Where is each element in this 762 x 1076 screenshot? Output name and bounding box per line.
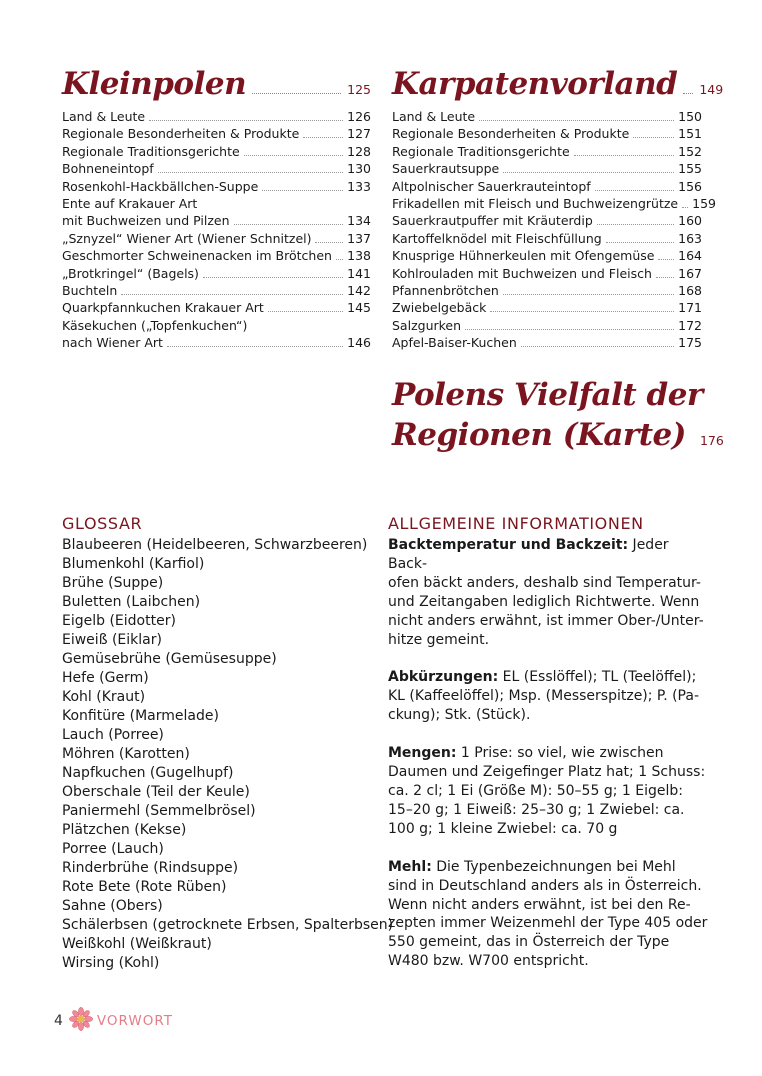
section-heading-kleinpolen[interactable] [62, 66, 371, 102]
glossary-item: Brühe (Suppe) [62, 575, 164, 591]
toc-entry[interactable] [392, 160, 702, 177]
section-title: Karpatenvorland [392, 66, 678, 102]
glossary-item: Napfkuchen (Gugelhupf) [62, 765, 234, 781]
toc-entry-page: 172 [678, 317, 702, 333]
toc-entry-label: Kartoffelknödel mit Fleischfüllung [392, 230, 602, 246]
leader-dots [262, 190, 343, 191]
info-heading: ALLGEMEINE INFORMATIONEN [388, 514, 644, 533]
toc-entry-page: 128 [347, 143, 371, 159]
toc-entry-label: Land & Leute [62, 109, 146, 124]
toc-entry-label: Salzgurken [392, 317, 462, 333]
glossary-item: Möhren (Karotten) [62, 746, 190, 762]
leader-dots [503, 294, 674, 295]
info-paragraph-line: Die Typenbezeichnungen bei Mehl [431, 858, 676, 875]
toc-entry-label: Regionale Besonderheiten & Produkte [62, 126, 300, 142]
info-paragraph [388, 668, 708, 725]
toc-entry[interactable] [392, 230, 702, 247]
toc-entry-label: nach Wiener Art [62, 335, 163, 351]
glossary-item: Eiweiß (Eiklar) [62, 632, 162, 648]
toc-entry-label: Regionale Besonderheiten & Produkte [392, 126, 630, 142]
leader-dots [268, 311, 343, 312]
toc-entry-label: Quarkpfannkuchen Krakauer Art [62, 300, 264, 316]
toc-entry-label: Buchteln [62, 283, 118, 299]
toc-entry-label-line1: Käsekuchen („Topfenkuchen“) [62, 317, 248, 333]
page-number: 4 [54, 1013, 63, 1029]
info-paragraph-line: EL (Esslöffel); TL (Teelöffel); [498, 669, 697, 686]
toc-entry[interactable] [62, 195, 371, 230]
toc-entry[interactable] [392, 299, 702, 316]
toc-entry-page: 155 [678, 161, 702, 177]
glossary-item: Rote Bete (Rote Rüben) [62, 879, 227, 895]
info-paragraph-line: 550 gemeint, das in Österreich der Type [388, 934, 670, 951]
info-paragraph-line: KL (Kaffeelöffel); Msp. (Messerspitze); P. (Pa- [388, 688, 700, 705]
toc-entry[interactable] [62, 143, 371, 160]
leader-dots [595, 190, 674, 191]
info-paragraph-line: ofen bäckt anders, deshalb sind Temperatur- [388, 574, 701, 591]
info-paragraph-line: 1 Prise: so viel, wie zwischen [456, 745, 664, 762]
info-body [388, 536, 708, 971]
toc-entry[interactable] [392, 108, 702, 125]
toc-entry-page: 142 [347, 283, 371, 299]
toc-entry-page: 145 [347, 300, 371, 316]
toc-entry[interactable] [392, 317, 702, 334]
info-paragraph-line: 15–20 g; 1 Eiweiß: 25–30 g; 1 Zwiebel: ca. [388, 801, 685, 818]
leader-dots [203, 277, 343, 278]
page-footer [54, 1007, 173, 1035]
toc-entry-label: Altpolnischer Sauerkrauteintopf [392, 178, 591, 194]
toc-entry-label: Land & Leute [392, 109, 476, 124]
glossary-list [62, 536, 394, 973]
toc-entry-page: 171 [678, 300, 702, 316]
info-paragraph-line: Jeder Back- [388, 537, 669, 572]
leader-dots [683, 93, 693, 94]
info-paragraph-label: Mehl: [388, 858, 432, 875]
toc-entry[interactable] [392, 195, 716, 212]
toc-kleinpolen [62, 66, 371, 352]
info-paragraph [388, 744, 708, 839]
toc-entry-page: 175 [678, 335, 702, 351]
general-information [388, 514, 708, 990]
glossary-item: Kohl (Kraut) [62, 689, 146, 705]
leader-dots [597, 224, 674, 225]
toc-entry[interactable] [62, 282, 371, 299]
toc-entry-label: Kohlrouladen mit Buchweizen und Fleisch [392, 265, 652, 281]
toc-entry-page: 167 [678, 265, 702, 281]
toc-entry[interactable] [392, 125, 702, 142]
toc-entry-label: „Sznyzel“ Wiener Art (Wiener Schnitzel) [62, 230, 312, 246]
map-page: 176 [699, 433, 724, 448]
leader-dots [521, 346, 674, 347]
leader-dots [658, 259, 674, 260]
section-title: Kleinpolen [62, 66, 247, 102]
glossary-item: Rinderbrühe (Rindsuppe) [62, 860, 239, 876]
section-page: 149 [699, 82, 724, 97]
toc-entry-page: 164 [678, 248, 702, 264]
toc-entry-label: Bohneneintopf [62, 161, 154, 177]
info-paragraph-label: Backtemperatur und Backzeit: [388, 537, 629, 553]
leader-dots [633, 137, 674, 138]
info-paragraph-line: nicht anders erwähnt, ist immer Ober-/Unter- [388, 612, 704, 629]
glossary-item: Blaubeeren (Heidelbeeren, Schwarzbeeren) [62, 537, 368, 553]
glossary-item: Buletten (Laibchen) [62, 594, 201, 610]
glossary-item: Lauch (Porree) [62, 727, 164, 743]
toc-entry[interactable] [62, 299, 371, 316]
leader-dots [656, 277, 674, 278]
toc-entry-label: Knusprige Hühnerkeulen mit Ofengemüse [392, 248, 655, 264]
leader-dots [490, 311, 674, 312]
glossary-item: Plätzchen (Kekse) [62, 822, 187, 838]
toc-entry[interactable] [62, 247, 371, 264]
toc-entry-page: 141 [347, 265, 371, 281]
leader-dots [682, 207, 688, 208]
glossary-item: Schälerbsen (getrocknete Erbsen, Spalterbsen) [62, 917, 394, 933]
info-paragraph-line: 100 g; 1 kleine Zwiebel: ca. 70 g [388, 820, 618, 837]
toc-entry[interactable] [392, 265, 702, 282]
toc-list [62, 108, 371, 352]
toc-entry-label: Zwiebelgebäck [392, 300, 487, 316]
leader-dots [315, 242, 343, 243]
glossary-item: Gemüsebrühe (Gemüsesuppe) [62, 651, 277, 667]
leader-dots [479, 120, 674, 121]
toc-entry-label: Regionale Traditionsgerichte [62, 143, 240, 159]
toc-entry[interactable] [62, 125, 371, 142]
info-paragraph-line: W480 bzw. W700 entspricht. [388, 953, 589, 970]
leader-dots [606, 242, 674, 243]
glossary-item: Hefe (Germ) [62, 670, 149, 686]
toc-entry-label: Apfel-Baiser-Kuchen [392, 335, 517, 351]
toc-entry-page: 146 [347, 335, 371, 351]
info-paragraph-label: Mengen: [388, 745, 457, 762]
leader-dots [503, 172, 674, 173]
toc-entry-label: Sauerkrautsuppe [392, 161, 500, 177]
toc-entry-page: 163 [678, 230, 702, 246]
section-page: 125 [347, 82, 371, 97]
toc-entry-page: 138 [347, 248, 371, 264]
toc-entry[interactable] [392, 334, 702, 351]
leader-dots [252, 93, 341, 94]
footer-section-label: VORWORT [96, 1013, 173, 1029]
toc-entry-page: 160 [678, 213, 702, 229]
leader-dots [234, 224, 344, 225]
toc-entry-page: 151 [678, 126, 702, 142]
glossary-item: Sahne (Obers) [62, 898, 163, 914]
section-heading-karpatenvorland[interactable] [392, 66, 724, 102]
toc-entry-label: „Brotkringel“ (Bagels) [62, 265, 199, 281]
toc-entry[interactable] [62, 265, 371, 282]
glossary-item: Weißkohl (Weißkraut) [62, 936, 212, 952]
glossary-item: Paniermehl (Semmelbrösel) [62, 803, 256, 819]
toc-entry-page: 159 [692, 196, 716, 212]
glossary-item: Eigelb (Eidotter) [62, 613, 176, 629]
toc-entry[interactable] [62, 160, 371, 177]
info-paragraph [388, 858, 708, 971]
toc-entry-label: mit Buchweizen und Pilzen [62, 213, 230, 229]
toc-entry[interactable] [62, 178, 371, 195]
toc-entry-page: 133 [347, 178, 371, 194]
glossary-item: Konfitüre (Marmelade) [62, 708, 219, 724]
toc-entry-page: 130 [347, 161, 371, 177]
toc-entry-label: Sauerkrautpuffer mit Kräuterdip [392, 213, 593, 229]
info-paragraph-line: sind in Deutschland anders als in Österreich. [388, 877, 702, 894]
toc-entry-page: 134 [347, 213, 371, 229]
leader-dots [574, 155, 674, 156]
toc-entry[interactable] [392, 178, 702, 195]
toc-entry[interactable] [62, 108, 371, 125]
toc-entry[interactable] [392, 212, 702, 229]
leader-dots [149, 120, 343, 121]
toc-entry[interactable] [392, 282, 702, 299]
toc-entry[interactable] [392, 143, 702, 160]
leader-dots [244, 155, 343, 156]
info-paragraph-line: ca. 2 cl; 1 Ei (Größe M): 50–55 g; 1 Eigelb: [388, 782, 683, 799]
info-paragraph-line: Wenn nicht anders erwähnt, ist bei den Re- [388, 896, 691, 913]
glossary-item: Porree (Lauch) [62, 841, 164, 857]
toc-entry-page: 156 [678, 178, 702, 194]
leader-dots [303, 137, 343, 138]
toc-entry-page: 127 [347, 126, 371, 142]
toc-entry[interactable] [62, 230, 371, 247]
toc-entry-page: 152 [678, 143, 702, 159]
glossary-item: Wirsing (Kohl) [62, 955, 160, 971]
toc-entry-page: 150 [678, 109, 702, 124]
flower-icon [69, 1007, 93, 1035]
toc-entry-label: Frikadellen mit Fleisch und Buchweizengrütze [392, 196, 679, 212]
info-paragraph-label: Abkürzungen: [388, 669, 499, 686]
leader-dots [336, 259, 343, 260]
toc-entry-label: Geschmorter Schweinenacken im Brötchen [62, 248, 332, 264]
toc-entry-label: Regionale Traditionsgerichte [392, 143, 570, 159]
toc-list [392, 108, 716, 352]
toc-entry-page: 137 [347, 230, 371, 246]
toc-entry-label-line1: Ente auf Krakauer Art [62, 196, 198, 212]
toc-map-section[interactable] [392, 375, 724, 455]
leader-dots [158, 172, 343, 173]
toc-karpatenvorland [392, 66, 724, 352]
glossary-heading: GLOSSAR [62, 514, 143, 533]
info-paragraph-line: und Zeitangaben lediglich Richtwerte. Wenn [388, 593, 700, 610]
leader-dots [167, 346, 343, 347]
leader-dots [121, 294, 343, 295]
map-title-line2: Regionen (Karte) [392, 417, 686, 453]
info-paragraph-line: Daumen und Zeigefinger Platz hat; 1 Schuss: [388, 764, 706, 781]
toc-entry[interactable] [392, 247, 702, 264]
leader-dots [465, 329, 674, 330]
toc-entry[interactable] [62, 317, 371, 352]
info-paragraph [388, 536, 708, 649]
info-paragraph-line: hitze gemeint. [388, 631, 490, 648]
info-paragraph-line: zepten immer Weizenmehl der Type 405 oder [388, 915, 708, 932]
map-title-line1: Polens Vielfalt der [392, 377, 703, 413]
toc-entry-page: 126 [347, 109, 371, 124]
toc-entry-label: Rosenkohl-Hackbällchen-Suppe [62, 178, 259, 194]
glossary [62, 514, 394, 973]
toc-entry-page: 168 [678, 283, 702, 299]
glossary-item: Blumenkohl (Karfiol) [62, 556, 205, 572]
info-paragraph-line: ckung); Stk. (Stück). [388, 707, 531, 724]
toc-entry-label: Pfannenbrötchen [392, 283, 499, 299]
glossary-item: Oberschale (Teil der Keule) [62, 784, 250, 800]
